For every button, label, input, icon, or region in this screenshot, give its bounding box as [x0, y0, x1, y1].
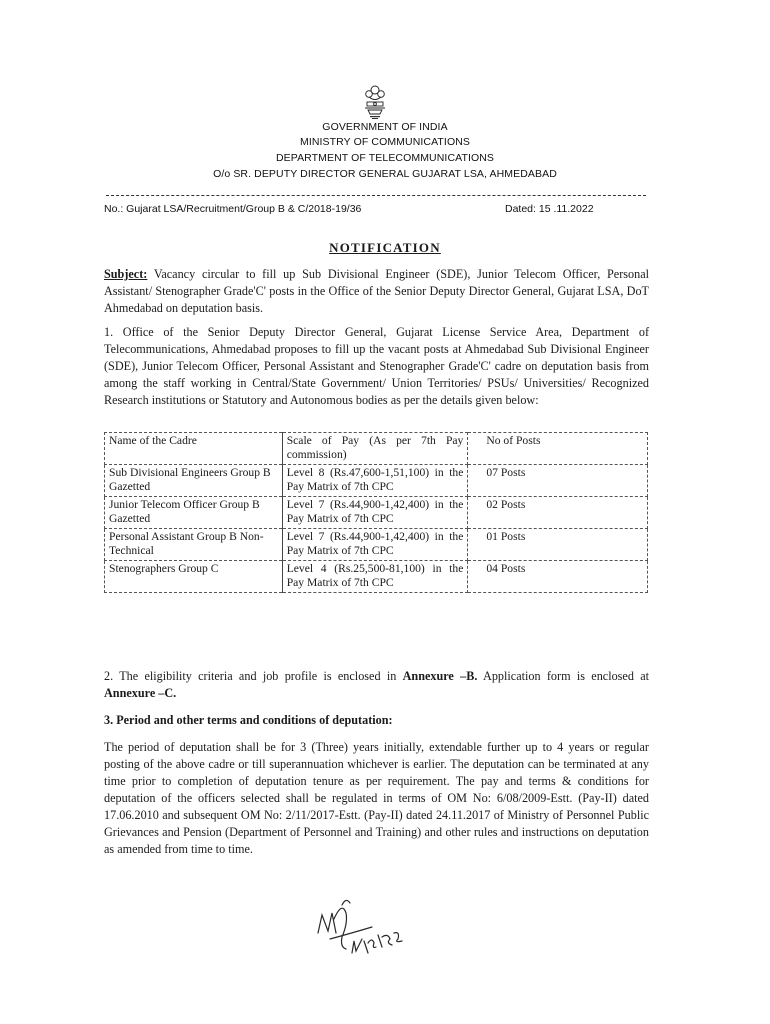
cell-cadre: Junior Telecom Officer Group B Gazetted — [105, 497, 283, 529]
cell-posts: 04 Posts — [468, 561, 648, 593]
cell-pay: Level 4 (Rs.25,500-81,100) in the Pay Matrix of 7th CPC — [282, 561, 468, 593]
table-row — [105, 497, 648, 529]
header-cadre: Name of the Cadre — [105, 433, 283, 465]
header-ministry: MINISTRY OF COMMUNICATIONS — [299, 136, 471, 148]
subject-label: Subject: — [104, 267, 148, 281]
reference-date: Dated: 15 .11.2022 — [505, 203, 594, 215]
paragraph-2 — [104, 668, 649, 702]
subject-text: Vacancy circular to fill up Sub Divisional Engineer (SDE), Junior Telecom Officer, Personal Assistant/ Stenographer Grade'C' posts in the Office of the Senior Deputy Director General, Gujarat LSA, DoT Ahmedabad on deputation basis. — [104, 267, 649, 315]
header-department: DEPARTMENT OF TELECOMMUNICATIONS — [275, 152, 495, 164]
para2-text-a: 2. The eligibility criteria and job profile is enclosed in — [104, 669, 403, 683]
table-header-row — [105, 433, 648, 465]
subject-paragraph — [104, 266, 649, 317]
cell-posts: 01 Posts — [468, 529, 648, 561]
cell-pay: Level 7 (Rs.44,900-1,42,400) in the Pay Matrix of 7th CPC — [282, 497, 468, 529]
reference-number: No.: Gujarat LSA/Recruitment/Group B & C/2018-19/36 — [104, 203, 362, 215]
cell-cadre: Personal Assistant Group B Non-Technical — [105, 529, 283, 561]
cell-cadre: Stenographers Group C — [105, 561, 283, 593]
vacancy-table — [104, 432, 648, 593]
handwritten-signature — [312, 893, 408, 963]
table-row — [105, 465, 648, 497]
cell-posts: 07 Posts — [468, 465, 648, 497]
header-pay-scale: Scale of Pay (As per 7th Pay commission) — [282, 433, 468, 465]
cell-cadre: Sub Divisional Engineers Group B Gazetted — [105, 465, 283, 497]
header-divider — [106, 195, 646, 196]
section-3-heading: 3. Period and other terms and conditions of deputation: — [104, 713, 393, 727]
header-office: O/o SR. DEPUTY DIRECTOR GENERAL GUJARAT LSA, AHMEDABAD — [213, 168, 557, 180]
header-posts: No of Posts — [468, 433, 648, 465]
table-row — [105, 529, 648, 561]
cell-posts: 02 Posts — [468, 497, 648, 529]
para2-text-b: Application form is enclosed at — [477, 669, 650, 683]
cell-pay: Level 8 (Rs.47,600-1,51,100) in the Pay Matrix of 7th CPC — [282, 465, 468, 497]
paragraph-1: 1. Office of the Senior Deputy Director General, Gujarat License Service Area, Department of Telecommunications, Ahmedabad proposes to fill up the vacant posts at Ahmedabad Sub Divisional Engineer (SDE), Junior Telecom Officer, Personal Assistant and Stenographer Grade'C' cadre on deputation basis from among the staff working in Central/State Government/ Union Territories/ PSUs/ Universities/ Recognized Research institutions or Statutory and Autonomous bodies as per the details given below: — [104, 325, 649, 407]
annexure-b-ref: Annexure –B. — [402, 669, 478, 683]
annexure-c-ref: Annexure –C. — [104, 686, 177, 700]
header-government: GOVERNMENT OF INDIA — [322, 121, 448, 133]
notification-title: NOTIFICATION — [329, 240, 441, 255]
cell-pay: Level 7 (Rs.44,900-1,42,400) in the Pay Matrix of 7th CPC — [282, 529, 468, 561]
section-3-paragraph: The period of deputation shall be for 3 (Three) years initially, extendable further up to 4 years or regular posting of the above cadre or till superannuation whichever is earlier. The deputation can be terminated at any time prior to completion of deputation tenure as per requirement. The pay and terms & conditions for deputation of the officers selected shall be regulated in terms of OM No: 6/08/2009-Estt. (Pay-II) dated 17.06.2010 and subsequent OM No: 2/11/2017-Estt. (Pay-II) dated 24.11.2017 of Ministry of Personnel Public Grievances and Pension (Department of Personnel and Training) and other rules and instructions on deputation as amended from time to time. — [104, 740, 649, 856]
national-emblem-icon — [360, 82, 390, 120]
table-row — [105, 561, 648, 593]
